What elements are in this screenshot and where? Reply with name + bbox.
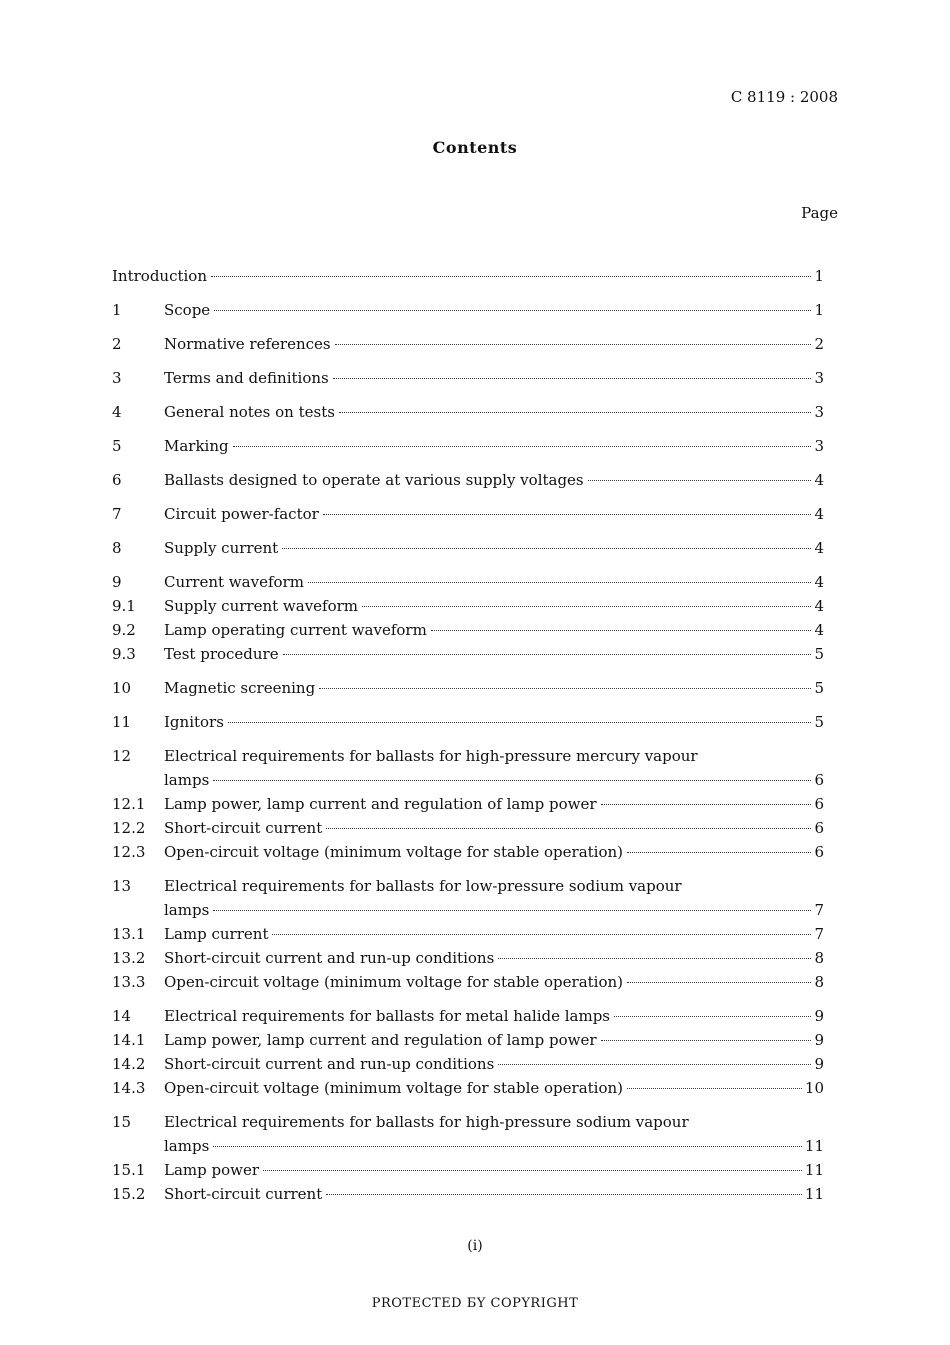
toc-entry-page: 6 <box>814 843 824 861</box>
toc-entry-number: 14.3 <box>112 1079 146 1097</box>
toc-entry-title: Scope <box>164 301 211 319</box>
toc-entry-number: 13 <box>112 877 132 895</box>
toc-entry[interactable] <box>112 366 824 390</box>
toc-entry-number: 8 <box>112 539 122 557</box>
toc-entry-title: Short-circuit current <box>164 819 323 837</box>
dot-leader <box>498 1064 811 1065</box>
dot-leader <box>326 1194 802 1195</box>
toc-entry-page: 9 <box>814 1031 824 1049</box>
toc-entry-page: 4 <box>814 573 824 591</box>
toc-entry-title: Normative references <box>164 335 331 353</box>
toc-entry-number: 12.1 <box>112 795 146 813</box>
toc-entry-page: 4 <box>814 621 824 639</box>
dot-leader <box>213 780 811 781</box>
toc-entry-title-line: Electrical requirements for ballasts for high-pressure sodium vapour <box>164 1113 689 1131</box>
toc-entry[interactable] <box>112 946 824 970</box>
toc-entry-number: 6 <box>112 471 122 489</box>
toc-entry-title: Introduction <box>112 267 207 285</box>
dot-leader <box>601 804 812 805</box>
dot-leader <box>326 828 811 829</box>
toc-entry-title: lamps <box>164 771 210 789</box>
table-of-contents <box>112 264 824 1206</box>
toc-entry-title: Open-circuit voltage (minimum voltage for stable operation) <box>164 1079 624 1097</box>
toc-entry-title: Short-circuit current and run-up conditions <box>164 949 495 967</box>
dot-leader <box>213 1146 802 1147</box>
toc-entry-number: 2 <box>112 335 122 353</box>
toc-entry-number: 9.3 <box>112 645 136 663</box>
toc-entry-page: 5 <box>814 645 824 663</box>
dot-leader <box>319 688 811 689</box>
toc-entry-number: 7 <box>112 505 122 523</box>
toc-entry-title: Supply current <box>164 539 279 557</box>
toc-entry-page: 5 <box>814 679 824 697</box>
dot-leader <box>498 958 811 959</box>
toc-entry-page: 8 <box>814 973 824 991</box>
toc-entry-title: Lamp operating current waveform <box>164 621 427 639</box>
toc-entry-page: 7 <box>814 901 824 919</box>
toc-entry-title: Ballasts designed to operate at various supply voltages <box>164 471 584 489</box>
dot-leader <box>282 548 811 549</box>
toc-entry[interactable] <box>112 570 824 594</box>
dot-leader <box>213 910 811 911</box>
toc-entry-title: Marking <box>164 437 229 455</box>
toc-entry[interactable] <box>112 264 824 288</box>
toc-entry[interactable] <box>112 710 824 734</box>
toc-entry-title: lamps <box>164 1137 210 1155</box>
toc-entry[interactable] <box>112 840 824 864</box>
toc-entry-number: 15 <box>112 1113 132 1131</box>
toc-entry-page: 3 <box>814 437 824 455</box>
toc-entry[interactable] <box>112 1182 824 1206</box>
dot-leader <box>627 982 811 983</box>
toc-entry-page: 4 <box>814 471 824 489</box>
toc-entry-page: 11 <box>804 1161 824 1179</box>
copyright-notice: PROTECTED БY COPYRIGHT <box>371 1296 579 1311</box>
dot-leader <box>233 446 812 447</box>
toc-entry[interactable] <box>112 1076 824 1100</box>
toc-entry[interactable] <box>112 502 824 526</box>
dot-leader <box>323 514 812 515</box>
toc-entry[interactable] <box>112 1158 824 1182</box>
dot-leader <box>627 1088 802 1089</box>
toc-entry[interactable] <box>112 1028 824 1052</box>
toc-entry[interactable] <box>112 922 824 946</box>
toc-entry[interactable] <box>112 816 824 840</box>
toc-entry-title: Lamp power <box>164 1161 260 1179</box>
toc-entry-number: 13.3 <box>112 973 146 991</box>
toc-entry[interactable] <box>112 1052 824 1076</box>
toc-entry-title: Magnetic screening <box>164 679 316 697</box>
dot-leader <box>588 480 812 481</box>
toc-entry-title: Test procedure <box>164 645 279 663</box>
toc-entry-number: 1 <box>112 301 122 319</box>
toc-entry-number: 13.1 <box>112 925 146 943</box>
toc-entry-page: 6 <box>814 795 824 813</box>
page-column-label: Page <box>801 204 838 222</box>
dot-leader <box>272 934 811 935</box>
toc-entry-title-line: Electrical requirements for ballasts for high-pressure mercury vapour <box>164 747 698 765</box>
toc-entry-title: Terms and definitions <box>164 369 329 387</box>
dot-leader <box>333 378 812 379</box>
toc-entry[interactable] <box>112 676 824 700</box>
toc-entry-title: Open-circuit voltage (minimum voltage for stable operation) <box>164 973 624 991</box>
toc-entry-number: 12 <box>112 747 132 765</box>
toc-entry-page: 10 <box>804 1079 824 1097</box>
toc-entry[interactable] <box>112 400 824 424</box>
toc-entry-page: 9 <box>814 1007 824 1025</box>
toc-entry-page: 2 <box>814 335 824 353</box>
toc-entry-title: Lamp power, lamp current and regulation of lamp power <box>164 1031 597 1049</box>
dot-leader <box>214 310 811 311</box>
toc-entry[interactable] <box>112 536 824 560</box>
toc-entry-title: lamps <box>164 901 210 919</box>
dot-leader <box>308 582 812 583</box>
toc-entry-number: 9 <box>112 573 122 591</box>
toc-entry-title: Open-circuit voltage (minimum voltage for stable operation) <box>164 843 624 861</box>
dot-leader <box>211 276 811 277</box>
toc-entry[interactable] <box>112 792 824 816</box>
toc-entry-title-line: Electrical requirements for ballasts for low-pressure sodium vapour <box>164 877 682 895</box>
toc-entry-number: 15.1 <box>112 1161 146 1179</box>
toc-entry-title: Current waveform <box>164 573 304 591</box>
toc-entry-number: 5 <box>112 437 122 455</box>
toc-entry-page: 1 <box>814 267 824 285</box>
toc-entry-page: 11 <box>804 1185 824 1203</box>
toc-entry-page: 6 <box>814 819 824 837</box>
dot-leader <box>339 412 812 413</box>
toc-entry-number: 14.2 <box>112 1055 146 1073</box>
document-code: C 8119 : 2008 <box>730 88 838 106</box>
toc-entry-title: Circuit power-factor <box>164 505 319 523</box>
toc-entry[interactable] <box>112 298 824 322</box>
toc-entry-number: 14.1 <box>112 1031 146 1049</box>
toc-entry-number: 9.2 <box>112 621 136 639</box>
dot-leader <box>431 630 812 631</box>
toc-entry[interactable] <box>112 1110 824 1158</box>
toc-entry-page: 4 <box>814 597 824 615</box>
toc-entry-page: 5 <box>814 713 824 731</box>
toc-entry-title: Electrical requirements for ballasts for metal halide lamps <box>164 1007 611 1025</box>
toc-entry-title: Ignitors <box>164 713 224 731</box>
toc-entry-page: 4 <box>814 505 824 523</box>
dot-leader <box>627 852 811 853</box>
toc-entry-page: 7 <box>814 925 824 943</box>
toc-entry-number: 3 <box>112 369 122 387</box>
toc-entry-page: 3 <box>814 403 824 421</box>
toc-entry[interactable] <box>112 970 824 994</box>
toc-entry[interactable] <box>112 332 824 356</box>
toc-entry-number: 9.1 <box>112 597 136 615</box>
dot-leader <box>263 1170 802 1171</box>
toc-entry[interactable] <box>112 744 824 792</box>
dot-leader <box>335 344 812 345</box>
toc-entry-title: General notes on tests <box>164 403 335 421</box>
page-title: Contents <box>432 138 518 157</box>
toc-entry-number: 15.2 <box>112 1185 146 1203</box>
dot-leader <box>362 606 811 607</box>
toc-entry-title: Lamp current <box>164 925 269 943</box>
toc-entry-title: Short-circuit current and run-up conditions <box>164 1055 495 1073</box>
toc-entry-title: Supply current waveform <box>164 597 359 615</box>
toc-entry[interactable] <box>112 434 824 458</box>
toc-entry-page: 6 <box>814 771 824 789</box>
dot-leader <box>228 722 812 723</box>
toc-entry-number: 12.3 <box>112 843 146 861</box>
dot-leader <box>601 1040 812 1041</box>
toc-entry-page: 9 <box>814 1055 824 1073</box>
toc-entry-number: 10 <box>112 679 132 697</box>
toc-entry[interactable] <box>112 468 824 492</box>
dot-leader <box>614 1016 811 1017</box>
toc-entry-number: 14 <box>112 1007 132 1025</box>
toc-entry-number: 4 <box>112 403 122 421</box>
toc-entry-page: 4 <box>814 539 824 557</box>
toc-entry-page: 11 <box>804 1137 824 1155</box>
toc-entry-number: 13.2 <box>112 949 146 967</box>
page-folio: (i) <box>467 1238 483 1254</box>
toc-entry[interactable] <box>112 594 824 618</box>
toc-entry-page: 3 <box>814 369 824 387</box>
toc-entry-page: 8 <box>814 949 824 967</box>
toc-entry[interactable] <box>112 642 824 666</box>
toc-entry-title: Lamp power, lamp current and regulation of lamp power <box>164 795 597 813</box>
toc-entry-number: 11 <box>112 713 132 731</box>
toc-entry-number: 12.2 <box>112 819 146 837</box>
toc-entry-title: Short-circuit current <box>164 1185 323 1203</box>
toc-entry[interactable] <box>112 1004 824 1028</box>
toc-entry[interactable] <box>112 874 824 922</box>
dot-leader <box>283 654 812 655</box>
toc-entry-page: 1 <box>814 301 824 319</box>
toc-entry[interactable] <box>112 618 824 642</box>
